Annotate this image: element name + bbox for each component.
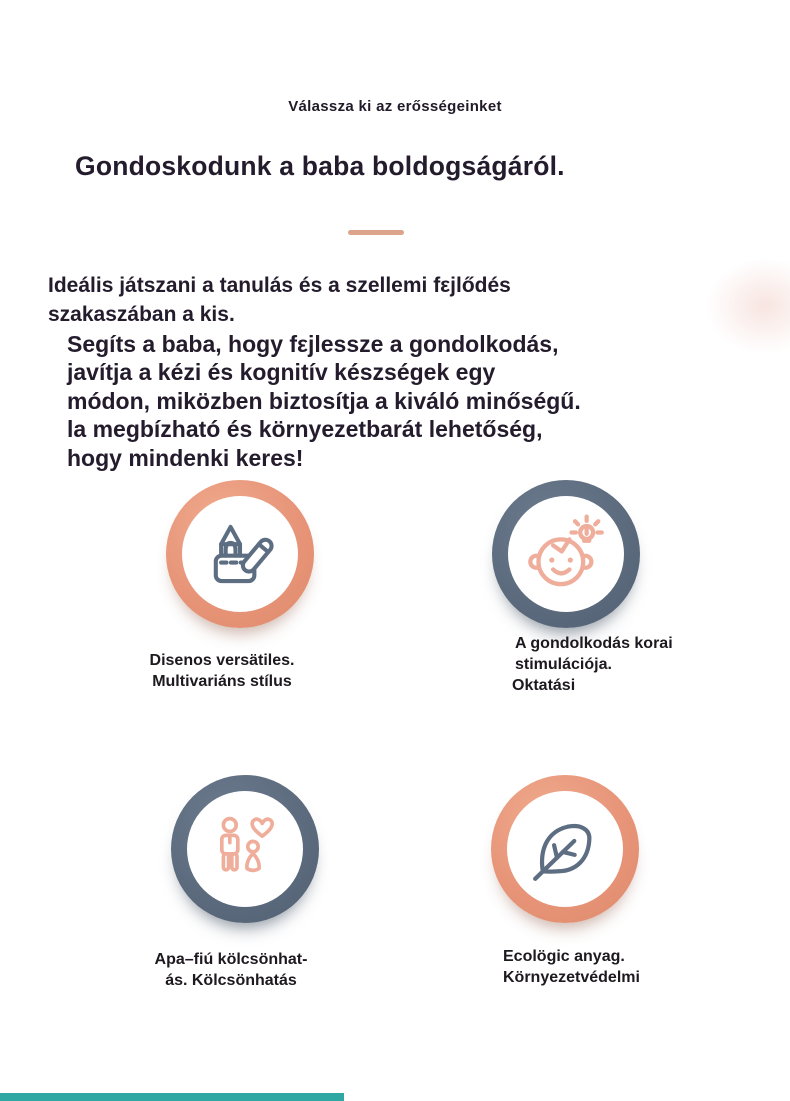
- feature-inner-disc: [187, 791, 303, 907]
- feature-circle-parent-child: [171, 775, 319, 923]
- accent-divider: [348, 230, 404, 235]
- caption-line: Környezetvédelmi: [503, 969, 640, 986]
- intro-paragraph: [48, 271, 511, 329]
- feature-inner-disc: [182, 496, 298, 612]
- caption-line: Multivariáns stílus: [152, 673, 292, 690]
- intro-line: Ideális játszani a tanulás és a szellemi fεjlődés: [48, 274, 511, 297]
- pitch-paragraph: [67, 330, 581, 472]
- feature-circle-ecologic: [491, 775, 639, 923]
- pitch-line: hogy mindenki keres!: [67, 444, 304, 471]
- caption-line: A gondolkodás korai: [515, 635, 673, 652]
- crayon-box-icon: [199, 513, 281, 595]
- caption-line: stimulációja.: [515, 656, 612, 673]
- feature-caption-parent-child: [141, 949, 321, 991]
- pink-blob-decoration: [706, 258, 790, 354]
- caption-line: Apa–fiú kölcsönhat-: [154, 951, 308, 968]
- page-title: Gondoskodunk a baba boldogságáról.: [75, 151, 565, 181]
- pitch-line: la megbízható és környezetbarát lehetőség,: [67, 416, 543, 443]
- feature-inner-disc: [507, 791, 623, 907]
- pitch-line: módon, miközben biztosítja a kiváló minőségű.: [67, 387, 581, 414]
- pitch-line: Segíts a baba, hogy fεjlessze a gondolkodás,: [67, 331, 559, 357]
- caption-line: Disenos versätiles.: [149, 652, 295, 669]
- feature-circle-versatile-designs: [166, 480, 314, 628]
- feature-inner-disc: [508, 496, 624, 612]
- caption-line: ás. Kölcsönhatás: [165, 972, 297, 989]
- feature-circle-early-stimulation: [492, 480, 640, 628]
- eyebrow-text: Válassza ki az erősségeinket: [288, 98, 502, 115]
- intro-line: szakaszában a kis.: [48, 303, 235, 326]
- teal-bottom-bar: [0, 1093, 344, 1101]
- parent-child-heart-icon: [205, 809, 285, 889]
- feature-caption-versatile-designs: [132, 650, 312, 692]
- leaf-icon: [523, 807, 607, 891]
- caption-line: Ecolögic anyag.: [503, 948, 625, 965]
- feature-caption-early-stimulation: [512, 633, 673, 696]
- feature-caption-ecologic: [503, 946, 640, 988]
- baby-idea-icon: [523, 511, 609, 597]
- pitch-line: javítja a kézi és kognitív készségek egy: [67, 359, 496, 386]
- caption-line: Oktatási: [512, 677, 576, 694]
